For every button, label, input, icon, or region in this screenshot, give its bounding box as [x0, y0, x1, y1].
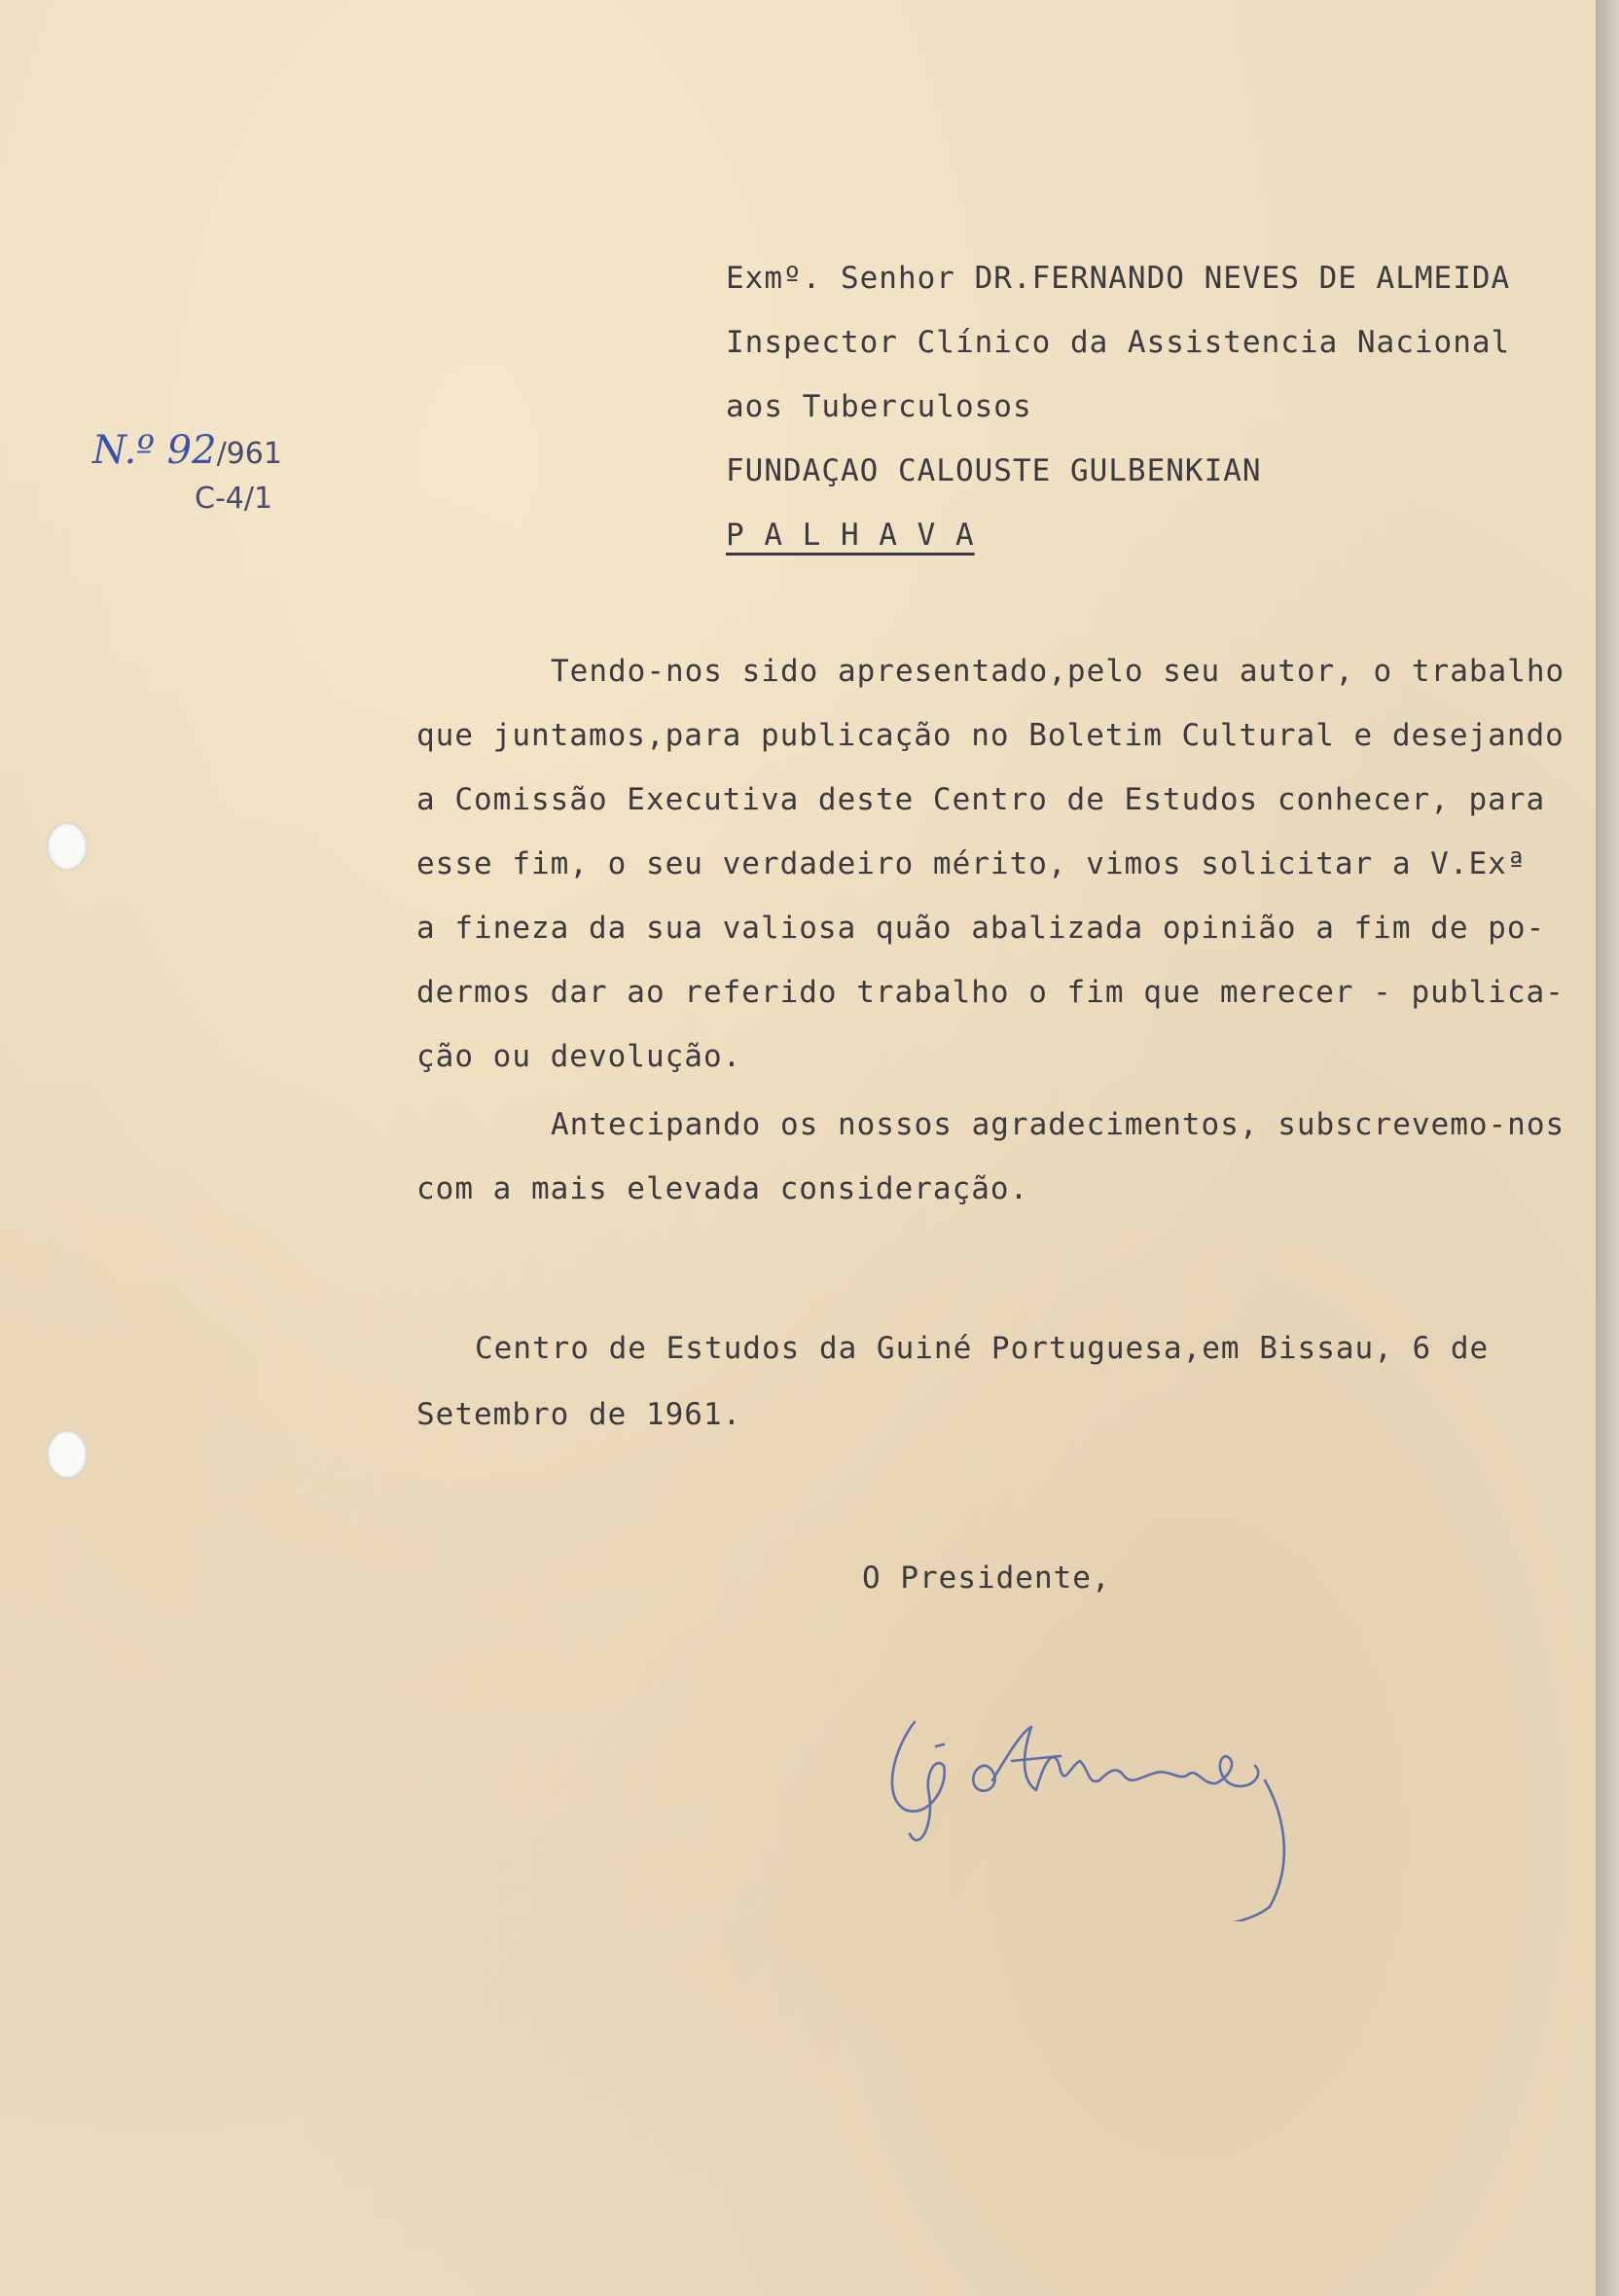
paper-edge — [1596, 0, 1619, 2296]
body-line: esse fim, o seu verdadeiro mérito, vimos solicitar a V.Exª — [416, 846, 1527, 881]
body-line: a fineza da sua valiosa quão abalizada opinião a fim de po- — [416, 911, 1546, 946]
body-line: com a mais elevada consideração. — [416, 1171, 1029, 1206]
place-date-line: Centro de Estudos da Guiné Portuguesa,em Bissau, 6 de — [475, 1331, 1490, 1366]
body-line: a Comissão Executiva deste Centro de Estudos conhecer, para — [416, 782, 1546, 817]
body-line: dermos dar ao referido trabalho o fim que merecer - publica- — [416, 975, 1565, 1010]
place-date-line: Setembro de 1961. — [416, 1397, 742, 1432]
addressee-city: P A L H A V A — [726, 518, 975, 553]
punch-hole-bottom — [47, 1430, 88, 1479]
reference-prefix: N.º 92 — [92, 428, 217, 473]
body-line: ção ou devolução. — [416, 1039, 742, 1074]
punch-hole-top — [47, 822, 88, 871]
body-line: que juntamos,para publicação no Boletim Cultural e desejando — [416, 718, 1565, 753]
reference-number — [92, 428, 282, 473]
handwritten-signature-icon — [876, 1688, 1343, 1921]
addressee-line: FUNDAÇAO CALOUSTE GULBENKIAN — [726, 453, 1262, 488]
body-line: Tendo-nos sido apresentado,pelo seu autor, o trabalho — [551, 654, 1565, 689]
addressee-line: Exmº. Senhor DR.FERNANDO NEVES DE ALMEIDA — [726, 261, 1511, 296]
body-line: Antecipando os nossos agradecimentos, subscrevemo-nos — [551, 1107, 1565, 1142]
addressee-line: aos Tuberculosos — [726, 389, 1032, 424]
addressee-line: Inspector Clínico da Assistencia Nacional — [726, 325, 1511, 360]
closing-title: O Presidente, — [862, 1561, 1111, 1596]
reference-code: C-4/1 — [195, 482, 273, 516]
reference-year: /961 — [216, 437, 282, 471]
